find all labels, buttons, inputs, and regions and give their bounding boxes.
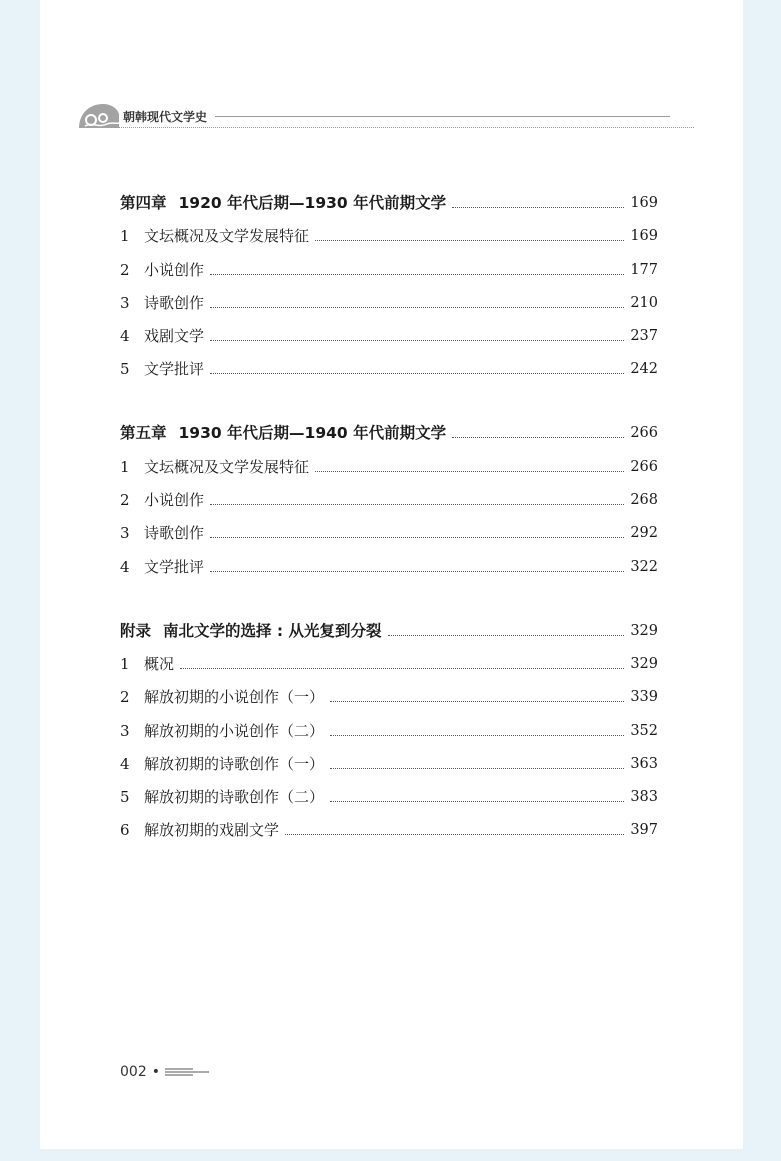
dot-leader [210, 503, 624, 505]
table-of-contents [120, 180, 658, 871]
item-number: 4 [120, 754, 130, 773]
folio-separator: • [151, 1064, 160, 1080]
chapter-number: 第五章 [120, 424, 167, 443]
item-number: 4 [120, 327, 130, 346]
toc-item-row[interactable] [120, 641, 658, 674]
toc-chapter-row[interactable] [120, 180, 658, 213]
chapter-title: 南北文学的选择 : 从光复到分裂 [163, 621, 382, 640]
toc-item-row[interactable] [120, 807, 658, 840]
toc-item-row[interactable] [120, 443, 658, 476]
dot-leader [210, 536, 624, 538]
dot-leader [330, 767, 624, 769]
page-number: 329 [630, 622, 658, 639]
page-number: 237 [630, 328, 658, 345]
item-title: 概况 [144, 654, 175, 673]
item-title: 解放初期的小说创作（二） [144, 721, 325, 740]
page-number: 266 [630, 425, 658, 442]
dot-leader [452, 436, 624, 438]
item-number: 3 [120, 293, 130, 312]
toc-item-row[interactable] [120, 246, 658, 279]
toc-item-row[interactable] [120, 213, 658, 246]
item-title: 解放初期的诗歌创作（二） [144, 788, 325, 807]
toc-item-row[interactable] [120, 280, 658, 313]
dot-leader [330, 800, 624, 802]
item-number: 2 [120, 491, 130, 510]
dot-leader [210, 339, 624, 341]
toc-item-row[interactable] [120, 543, 658, 576]
item-title: 小说创作 [144, 260, 205, 279]
item-title: 解放初期的戏剧文学 [144, 821, 280, 840]
toc-chapter-row[interactable] [120, 608, 658, 641]
item-title: 文学批评 [144, 557, 205, 576]
running-header-title: 朝韩现代文学史 [123, 110, 208, 124]
chapter-number: 附录 [120, 621, 152, 640]
toc-item-row[interactable] [120, 774, 658, 807]
item-number: 3 [120, 721, 130, 740]
toc-item-row[interactable] [120, 707, 658, 740]
dot-leader [285, 833, 624, 835]
toc-chapter-row[interactable] [120, 410, 658, 443]
item-title: 文坛概况及文学发展特征 [144, 227, 310, 246]
page-number: 383 [630, 789, 658, 806]
page-number: 352 [630, 722, 658, 739]
page-number: 169 [630, 195, 658, 211]
item-title: 戏剧文学 [144, 327, 205, 346]
footer-rule-ornament-icon [165, 1068, 209, 1076]
page-number: 177 [630, 261, 658, 278]
toc-item-row[interactable] [120, 510, 658, 543]
page-footer [120, 1064, 209, 1080]
item-number: 1 [120, 457, 130, 476]
toc-item-row[interactable] [120, 346, 658, 379]
dot-leader [388, 634, 625, 636]
page-number: 266 [630, 458, 658, 475]
page-number: 363 [630, 755, 658, 772]
folio-number: 002 [120, 1064, 147, 1080]
item-number: 4 [120, 557, 130, 576]
page-number: 242 [630, 361, 658, 378]
item-title: 诗歌创作 [144, 293, 205, 312]
item-title: 小说创作 [144, 491, 205, 510]
chapter-title: 1920 年代后期—1930 年代前期文学 [178, 194, 447, 212]
item-title: 诗歌创作 [144, 524, 205, 543]
toc-item-row[interactable] [120, 741, 658, 774]
chapter-title: 1930 年代后期—1940 年代前期文学 [178, 424, 447, 443]
item-number: 6 [120, 821, 130, 840]
dot-leader [330, 734, 624, 736]
item-number: 5 [120, 360, 130, 379]
toc-section [120, 608, 658, 841]
toc-section [120, 410, 658, 576]
page-number: 210 [630, 294, 658, 311]
toc-section [120, 180, 658, 379]
item-title: 解放初期的诗歌创作（一） [144, 754, 325, 773]
dot-leader [180, 667, 624, 669]
item-number: 1 [120, 227, 130, 246]
header-dotted-rule [111, 127, 694, 128]
page-number: 169 [630, 228, 658, 245]
page-number: 322 [630, 558, 658, 575]
toc-item-row[interactable] [120, 674, 658, 707]
item-number: 3 [120, 524, 130, 543]
dot-leader [330, 700, 624, 702]
dot-leader [315, 239, 624, 241]
cloud-wave-logo-icon [77, 98, 119, 130]
dot-leader [210, 372, 624, 374]
book-page [40, 0, 743, 1149]
item-number: 5 [120, 788, 130, 807]
item-number: 2 [120, 260, 130, 279]
item-number: 2 [120, 688, 130, 707]
item-number: 1 [120, 654, 130, 673]
toc-item-row[interactable] [120, 477, 658, 510]
item-title: 文学批评 [144, 360, 205, 379]
dot-leader [210, 306, 624, 308]
page-number: 339 [630, 689, 658, 706]
item-title: 解放初期的小说创作（一） [144, 688, 325, 707]
dot-leader [452, 206, 624, 208]
toc-item-row[interactable] [120, 313, 658, 346]
header-rule [215, 116, 670, 117]
page-number: 268 [630, 492, 658, 509]
page-number: 397 [630, 822, 658, 839]
page-number: 329 [630, 655, 658, 672]
item-title: 文坛概况及文学发展特征 [144, 457, 310, 476]
dot-leader [210, 570, 624, 572]
dot-leader [315, 470, 624, 472]
chapter-number: 第四章 [120, 194, 167, 212]
running-header [77, 98, 657, 134]
page-number: 292 [630, 525, 658, 542]
dot-leader [210, 273, 624, 275]
